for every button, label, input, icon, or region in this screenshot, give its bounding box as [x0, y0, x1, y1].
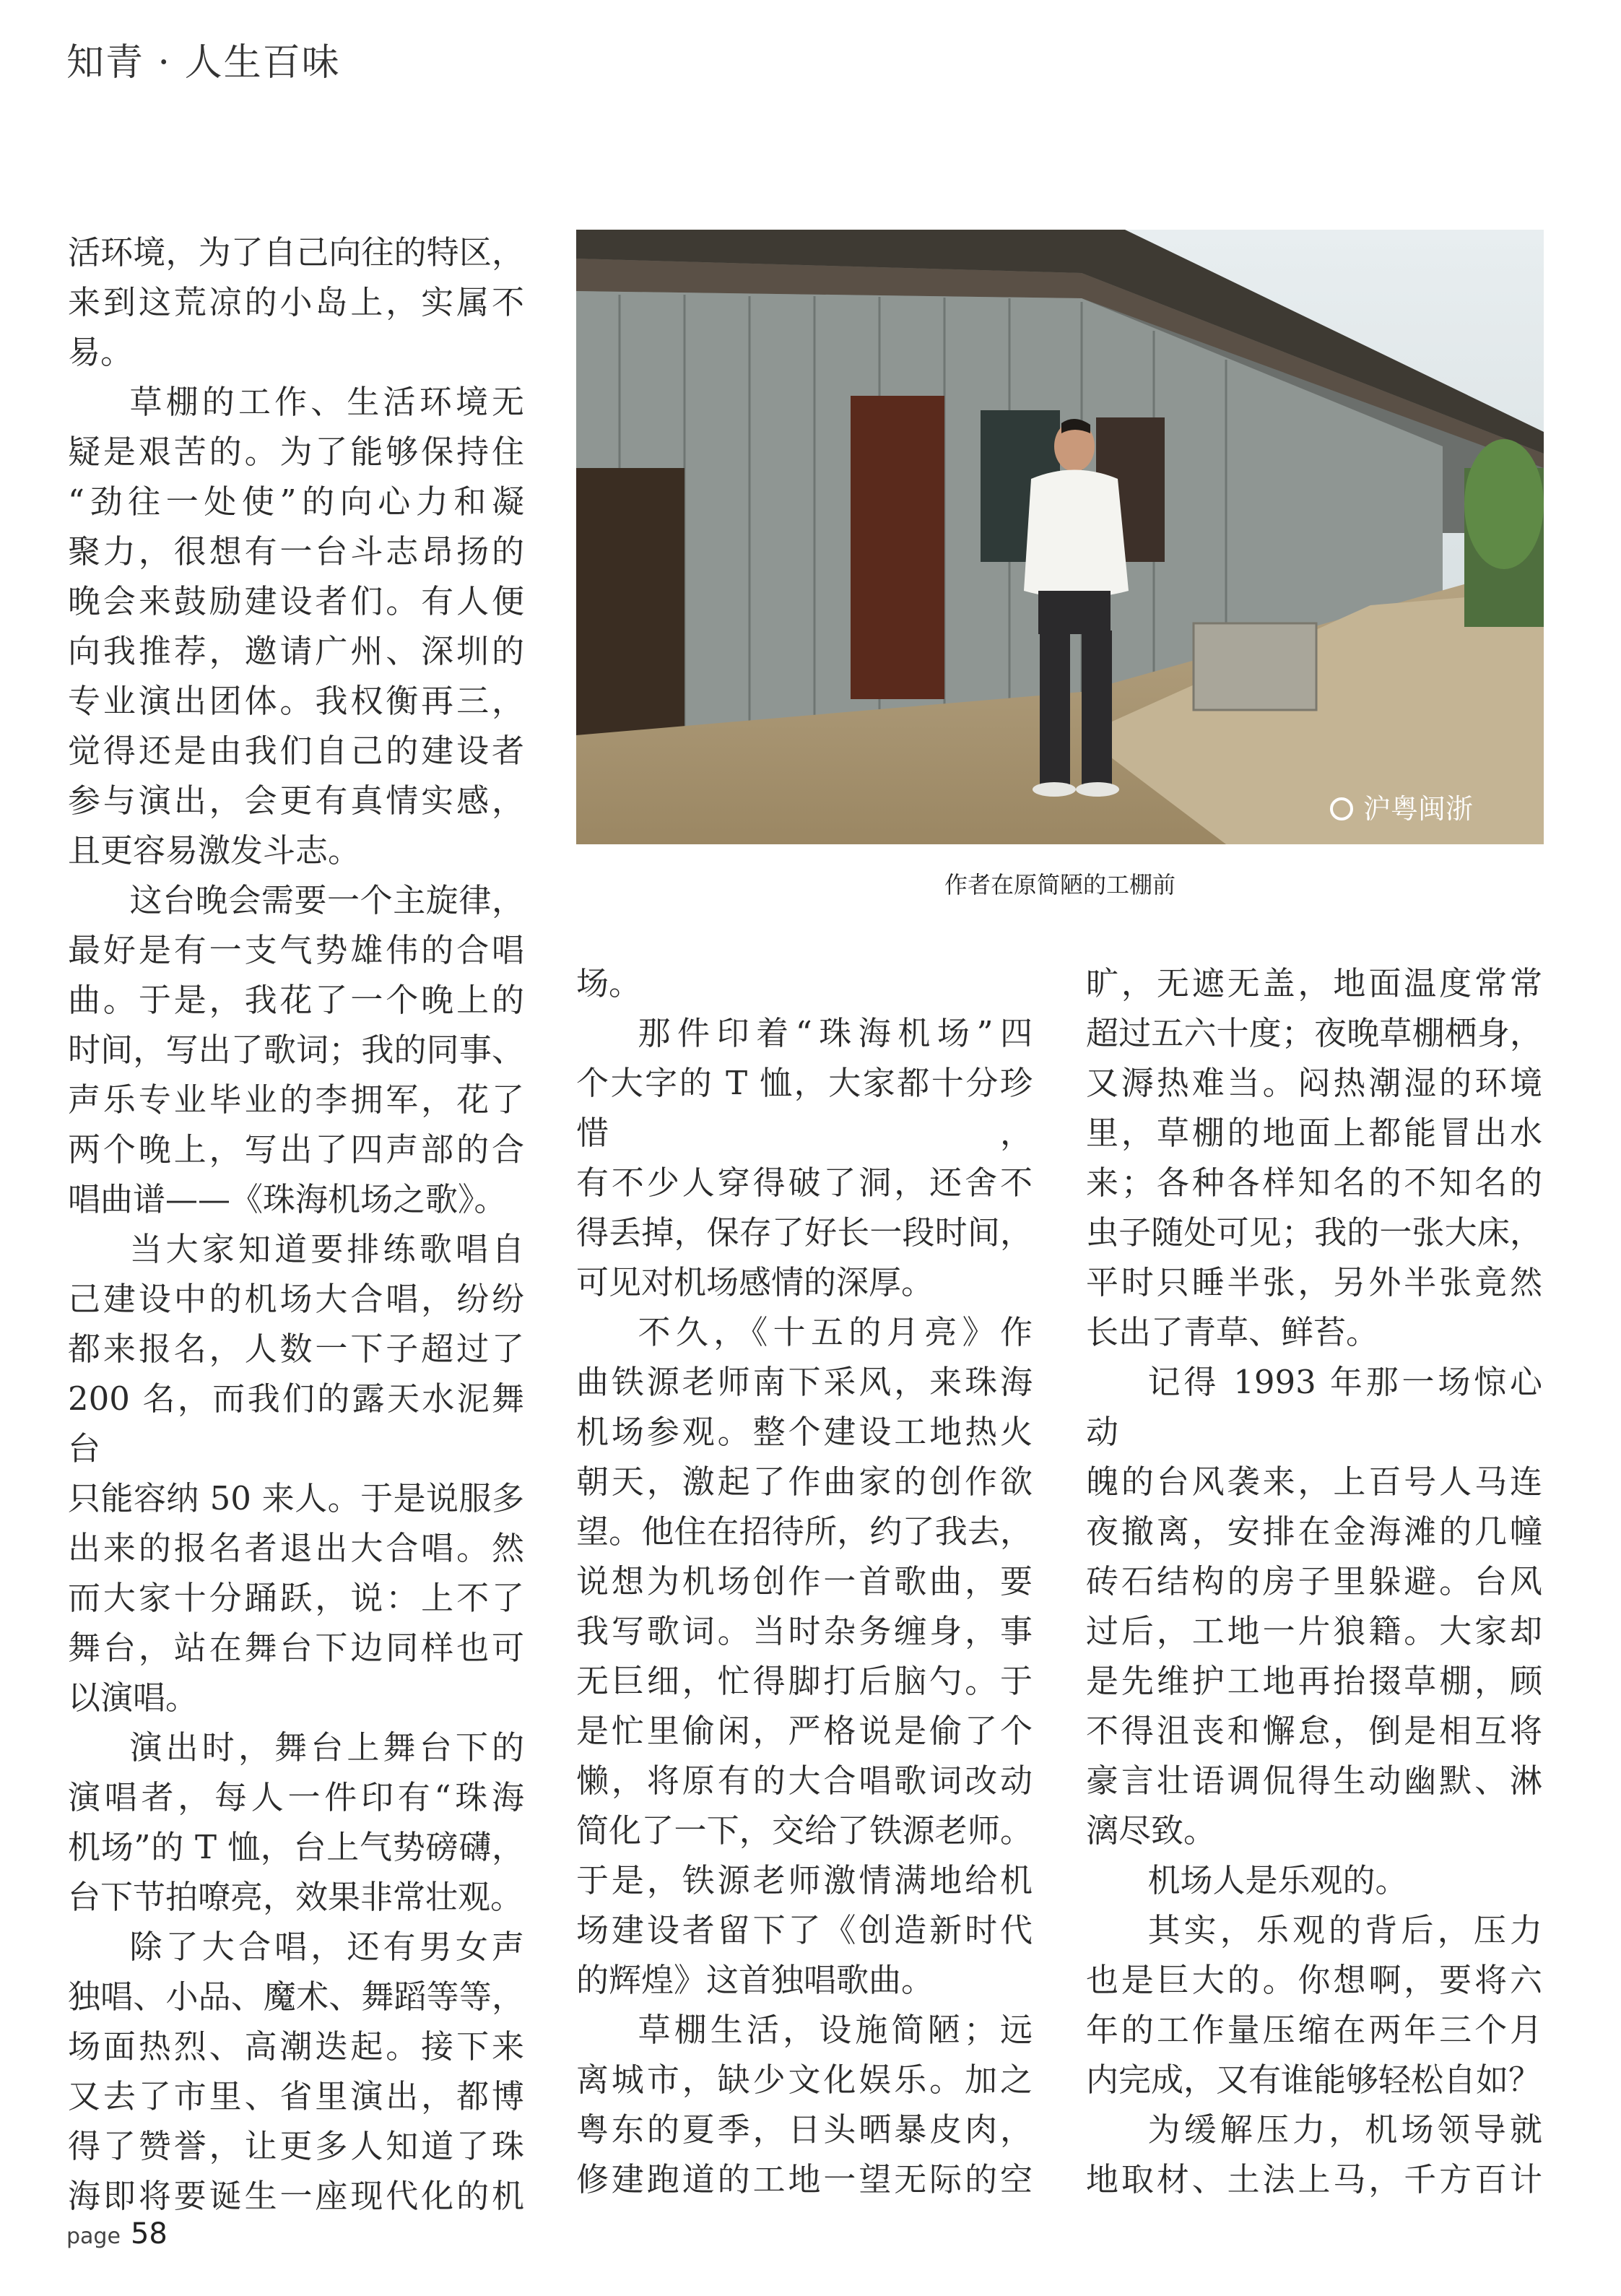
text-line: 为缓解压力，机场领导就 [1147, 2110, 1542, 2149]
text-line: 只能容纳 50 来人。于是说服多 [68, 1479, 524, 1517]
text-line: 而大家十分踊跃，说：上不了 [68, 1579, 524, 1617]
text-column-1 [68, 228, 524, 2221]
text-line: 我写歌词。当时杂务缠身，事 [576, 1612, 1033, 1650]
text-line: 过后，工地一片狼籍。大家却 [1086, 1612, 1542, 1650]
watermark-text: 沪粤闽浙 [1363, 793, 1474, 825]
text-line: 超过五六十度；夜晚草棚栖身， [1086, 1014, 1542, 1052]
text-line: 离城市，缺少文化娱乐。加之 [576, 2061, 1033, 2099]
text-line: 来到这荒凉的小岛上，实属不 [68, 283, 524, 321]
text-line: 这台晚会需要一个主旋律， [129, 881, 524, 919]
text-line: 晚会来鼓励建设者们。有人便 [68, 582, 524, 620]
text-line: 望。他住在招待所，约了我去， [576, 1512, 1033, 1551]
text-line: 记得 1993 年那一场惊心动 [1086, 1363, 1542, 1451]
author-photo [576, 230, 1544, 844]
text-line: 的辉煌》这首独唱歌曲。 [576, 1961, 934, 1999]
text-line: 唱曲谱——《珠海机场之歌》。 [68, 1180, 507, 1218]
text-line: 粤东的夏季，日头晒暴皮肉， [576, 2110, 1033, 2149]
text-line: 时间，写出了歌词；我的同事、 [68, 1031, 524, 1069]
text-line: 活环境，为了自己向往的特区， [68, 233, 524, 272]
text-line: 是先维护工地再抬掇草棚，顾 [1086, 1662, 1542, 1700]
text-line: 说想为机场创作一首歌曲，要 [576, 1562, 1033, 1600]
text-line: 豪言壮语调侃得生动幽默、淋 [1086, 1762, 1542, 1800]
text-line: 地取材、土法上马，千方百计 [1086, 2160, 1542, 2198]
text-line: 漓尽致。 [1086, 1811, 1217, 1850]
text-line: 旷，无遮无盖，地面温度常常 [1086, 964, 1542, 1002]
text-line: 声乐专业毕业的李拥军，花了 [68, 1080, 524, 1119]
text-line: 魄的台风袭来，上百号人马连 [1086, 1463, 1542, 1501]
text-line: 聚力，很想有一台斗志昂扬的 [68, 532, 524, 571]
text-line: 最好是有一支气势雄伟的合唱 [68, 931, 524, 969]
text-line: 是忙里偷闲，严格说是偷了个 [576, 1712, 1033, 1750]
text-line: 夜撤离，安排在金海滩的几幢 [1086, 1512, 1542, 1551]
text-line: 参与演出，会更有真情实感， [68, 781, 524, 820]
text-line: 不久，《十五的月亮》作 [638, 1313, 1033, 1351]
text-line: 简化了一下，交给了铁源老师。 [576, 1811, 1033, 1850]
shed-photo-illustration [576, 230, 1544, 844]
text-line: 平时只睡半张，另外半张竟然 [1086, 1263, 1542, 1301]
text-line: 出来的报名者退出大合唱。然 [68, 1529, 524, 1567]
text-line: 演出时，舞台上舞台下的 [129, 1728, 524, 1767]
section-header: 知青 · 人生百味 [66, 41, 341, 85]
text-line: 里，草棚的地面上都能冒出水 [1086, 1114, 1542, 1152]
text-line: 得了赞誉，让更多人知道了珠 [68, 2127, 524, 2165]
text-line: 两个晚上，写出了四声部的合 [68, 1130, 524, 1169]
text-line: 虫子随处可见；我的一张大床， [1086, 1213, 1542, 1252]
text-line: 懒，将原有的大合唱歌词改动 [576, 1762, 1033, 1800]
text-line: 草棚生活，设施简陋；远 [638, 2011, 1033, 2049]
text-line: 机场参观。整个建设工地热火 [576, 1413, 1033, 1451]
text-line: 演唱者，每人一件印有“珠海 [68, 1778, 524, 1816]
text-line: 场建设者留下了《创造新时代 [576, 1911, 1033, 1949]
text-line: 长出了青草、鲜苔。 [1086, 1313, 1379, 1351]
text-line: 来；各种各样知名的不知名的 [1086, 1164, 1542, 1202]
text-line: 除了大合唱，还有男女声 [129, 1928, 524, 1966]
text-line: 又溽热难当。闷热潮湿的环境 [1086, 1064, 1542, 1102]
text-line: 易。 [68, 333, 134, 371]
text-line: 当大家知道要排练歌唱自 [129, 1230, 524, 1268]
text-line: 草棚的工作、生活环境无 [129, 383, 524, 421]
text-column-3 [1086, 958, 1542, 2204]
text-line: 舞台，站在舞台下边同样也可 [68, 1629, 524, 1667]
text-line: 砖石结构的房子里躲避。台风 [1086, 1562, 1542, 1600]
page-number: 58 [130, 2217, 168, 2250]
text-line: 独唱、小品、魔术、舞蹈等等， [68, 1977, 524, 2016]
text-line: 曲。于是，我花了一个晚上的 [68, 981, 524, 1019]
text-line: 得丢掉，保存了好长一段时间， [576, 1213, 1033, 1252]
text-line: “劲往一处使”的向心力和凝 [68, 482, 524, 521]
text-line: 那件印着“珠海机场”四 [638, 1014, 1033, 1052]
text-line: 场。 [576, 964, 642, 1002]
page-footer [66, 2217, 168, 2250]
text-line: 200 名，而我们的露天水泥舞台 [68, 1379, 524, 1468]
text-line: 不得沮丧和懈怠，倒是相互将 [1086, 1712, 1542, 1750]
text-line: 于是，铁源老师激情满地给机 [576, 1861, 1033, 1899]
text-line: 年的工作量压缩在两年三个月 [1086, 2011, 1542, 2049]
text-line: 觉得还是由我们自己的建设者 [68, 732, 524, 770]
text-line: 己建设中的机场大合唱，纷纷 [68, 1280, 524, 1318]
text-line: 专业演出团体。我权衡再三， [68, 682, 524, 720]
text-line: 都来报名，人数一下子超过了 [68, 1330, 524, 1368]
text-line: 且更容易激发斗志。 [68, 831, 361, 870]
text-line: 机场人是乐观的。 [1147, 1861, 1408, 1899]
photo-caption: 作者在原简陋的工棚前 [944, 871, 1175, 898]
text-line: 个大字的 T 恤，大家都十分珍惜， [576, 1064, 1033, 1152]
text-line: 以演唱。 [68, 1678, 199, 1717]
text-line: 场面热烈、高潮迭起。接下来 [68, 2027, 524, 2066]
text-line: 有不少人穿得破了洞，还舍不 [576, 1164, 1033, 1202]
text-line: 内完成，又有谁能够轻松自如？ [1086, 2061, 1542, 2099]
text-line: 可见对机场感情的深厚。 [576, 1263, 934, 1301]
text-line: 机场”的 T 恤，台上气势磅礴， [68, 1828, 524, 1866]
text-line: 无巨细，忙得脚打后脑勺。于 [576, 1662, 1033, 1700]
text-line: 向我推荐，邀请广州、深圳的 [68, 632, 524, 670]
text-line: 其实，乐观的背后，压力 [1147, 1911, 1542, 1949]
text-line: 修建跑道的工地一望无际的空 [576, 2160, 1033, 2198]
page-label: page [66, 2224, 121, 2249]
text-line: 也是巨大的。你想啊，要将六 [1086, 1961, 1542, 1999]
text-column-2 [576, 958, 1033, 2204]
text-line: 疑是艰苦的。为了能够保持住 [68, 433, 524, 471]
text-line: 台下节拍嘹亮，效果非常壮观。 [68, 1878, 523, 1916]
text-line: 海即将要诞生一座现代化的机 [68, 2177, 524, 2215]
text-line: 曲铁源老师南下采风，来珠海 [576, 1363, 1033, 1401]
text-line: 朝天，激起了作曲家的创作欲 [576, 1463, 1033, 1501]
text-line: 又去了市里、省里演出，都博 [68, 2077, 524, 2115]
